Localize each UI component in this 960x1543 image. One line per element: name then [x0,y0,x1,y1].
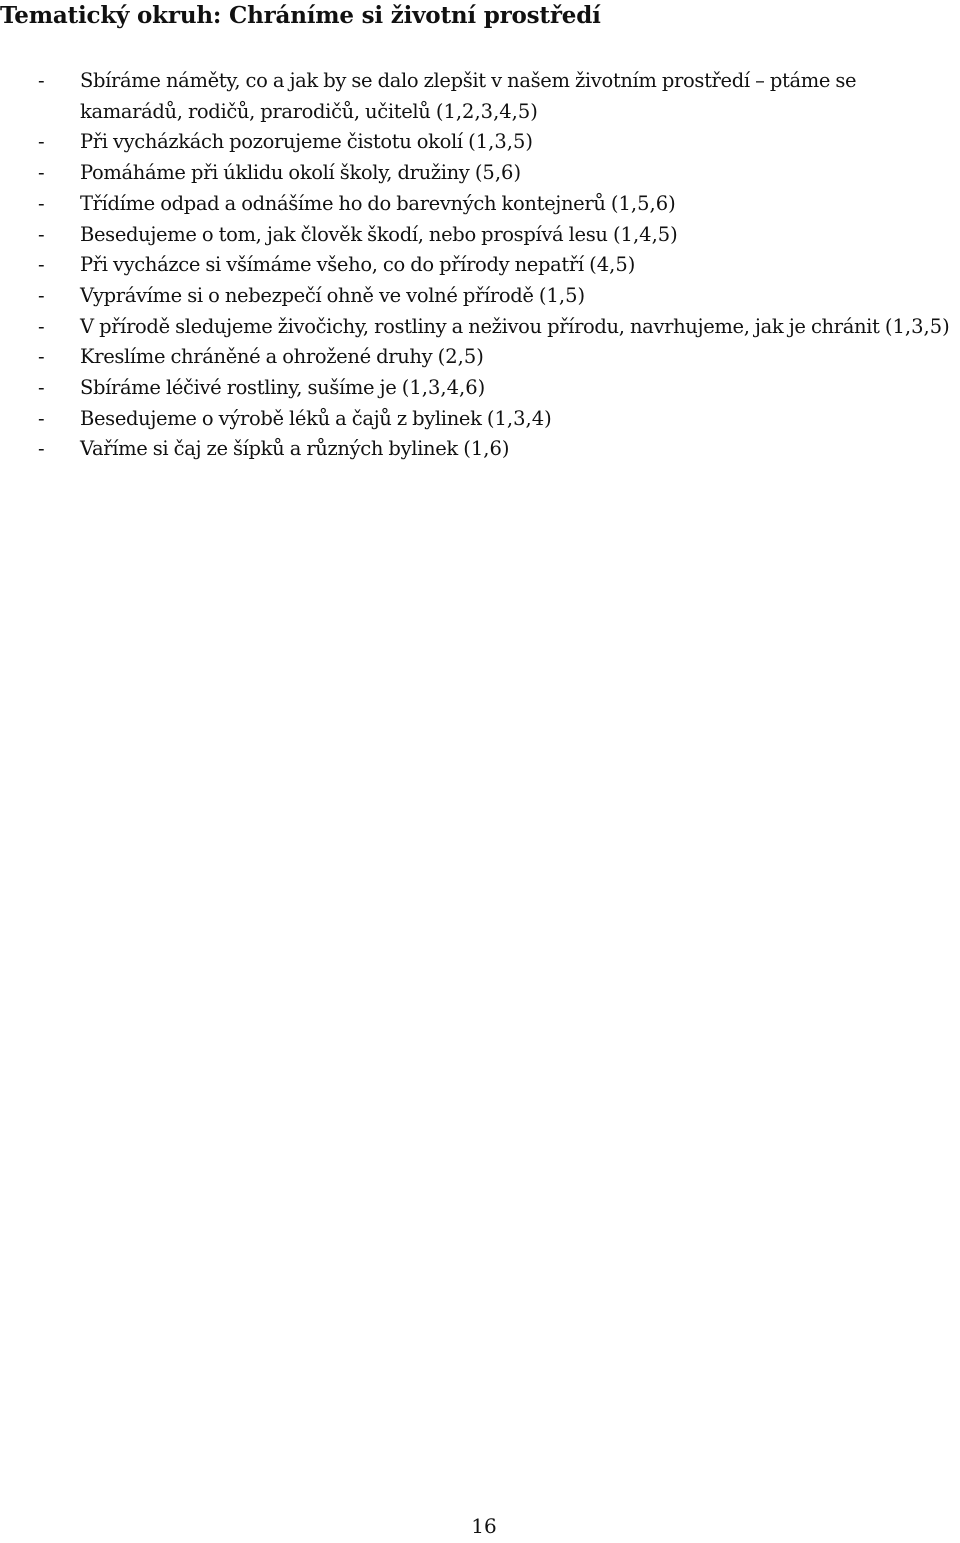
list-item [0,66,960,127]
bullet-dash: - [38,437,45,461]
item-text: Třídíme odpad a odnášíme ho do barevných kontejnerů [80,191,606,215]
item-text: Besedujeme o výrobě léků a čajů z bylinek [80,406,482,430]
item-text: Pomáháme při úklidu okolí školy, družiny [80,161,470,185]
item-text: Kreslíme chráněné a ohrožené druhy [80,345,433,369]
bullet-dash: - [38,314,45,338]
item-refs: (1,3,5) [884,314,950,338]
page-title: Tematický okruh: Chráníme si životní prostředí [0,2,601,29]
item-text: Sbíráme náměty, co a jak by se dalo zlepšit v našem životním prostředí – ptáme se kamarádů, rodičů, prarodičů, učitelů [80,69,857,123]
list-item [0,373,960,404]
item-refs: (2,5) [437,345,484,369]
item-refs: (1,3,4,6) [401,376,486,400]
list-item [0,404,960,435]
bullet-dash: - [38,376,45,400]
bullet-dash: - [38,161,45,185]
list-item [0,434,960,465]
bullet-dash: - [38,253,45,277]
bullet-dash: - [38,222,45,246]
list-item [0,189,960,220]
item-text: Besedujeme o tom, jak člověk škodí, nebo prospívá lesu [80,222,608,246]
list-item [0,312,960,343]
bullet-dash: - [38,283,45,307]
item-text: Vaříme si čaj ze šípků a různých bylinek [80,437,458,461]
bullet-dash: - [38,69,45,92]
item-refs: (4,5) [589,253,636,277]
item-text: Sbíráme léčivé rostliny, sušíme je [80,376,397,400]
bullet-dash: - [38,130,45,154]
item-text: V přírodě sledujeme živočichy, rostliny a neživou přírodu, navrhujeme, jak je chránit [80,314,880,338]
item-refs: (1,2,3,4,5) [435,99,538,123]
item-text: Při vycházkách pozorujeme čistotu okolí [80,130,463,154]
item-refs: (1,4,5) [612,222,678,246]
list-item [0,127,960,158]
bullet-dash: - [38,406,45,430]
list-item [0,158,960,189]
item-refs: (1,6) [463,437,510,461]
item-text: Vyprávíme si o nebezpečí ohně ve volné přírodě [80,283,534,307]
list-item [0,220,960,251]
item-refs: (1,3,5) [468,130,533,154]
item-refs: (1,3,4) [486,406,552,430]
page-number: 16 [471,1514,497,1538]
activity-list [0,66,960,465]
item-refs: (1,5) [538,283,586,307]
list-item [0,250,960,281]
item-refs: (5,6) [474,161,522,185]
bullet-dash: - [38,191,45,215]
list-item [0,281,960,312]
item-text: Při vycházce si všímáme všeho, co do přírody nepatří [80,253,584,277]
bullet-dash: - [38,345,45,369]
item-refs: (1,5,6) [610,191,676,215]
list-item [0,342,960,373]
